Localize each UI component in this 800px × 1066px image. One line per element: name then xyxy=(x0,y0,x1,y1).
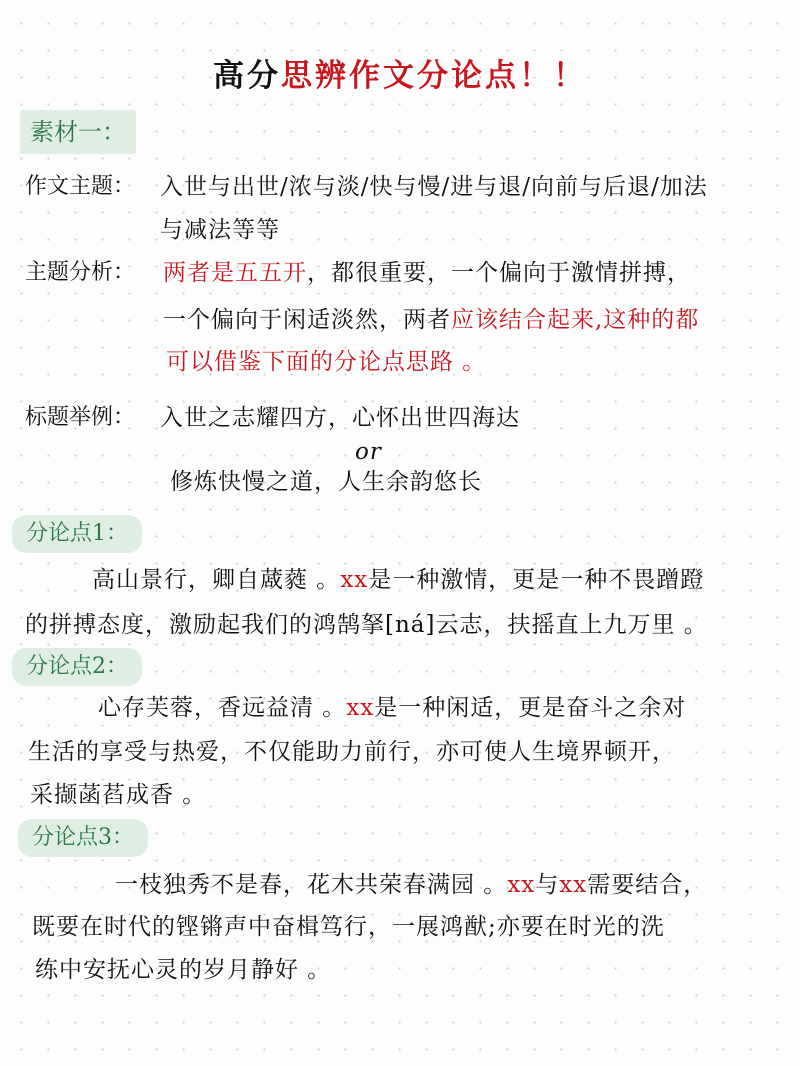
point-label: 分论点1： xyxy=(12,515,142,553)
text: 与 xyxy=(535,872,560,898)
example-title: 入世之志耀四方，心怀出世四海达 xyxy=(160,405,520,431)
point-line: 练中安抚心灵的岁月静好 。 xyxy=(35,957,332,983)
placeholder-xx: xx xyxy=(507,872,536,898)
point-line xyxy=(92,565,704,595)
text: 一个偏向于闲适淡然，两者 xyxy=(163,307,451,333)
text: 是一种闲适，更是奋斗之余对 xyxy=(374,695,687,721)
examples-label: 标题举例： xyxy=(25,405,136,430)
point-line: 生活的享受与热爱，不仅能助力前行，亦可使人生境界顿开， xyxy=(28,739,676,765)
point-line: 既要在时代的铿锵声中奋楫笃行，一展鸿猷;亦要在时光的洗 xyxy=(32,914,665,940)
point-line xyxy=(115,870,707,900)
point-line: 的拼搏态度，激励起我们的鸿鹄拏[ná]云志，扶摇直上九万里 。 xyxy=(25,612,708,638)
placeholder-xx: xx xyxy=(346,695,375,721)
highlight: 两者是五五开 xyxy=(163,260,307,286)
text: 需要结合， xyxy=(587,872,708,898)
text: 心存芙蓉，香远益清 。 xyxy=(98,695,347,721)
topic-label: 作文主题： xyxy=(25,174,136,199)
analysis-line: 可以借鉴下面的分论点思路 。 xyxy=(166,349,487,375)
page-title xyxy=(0,50,800,95)
point-line xyxy=(98,693,686,723)
title-black: 高分 xyxy=(213,58,281,94)
highlight: 应该结合起来,这种的都 xyxy=(451,307,700,333)
text: ，都很重要，一个偏向于激情拼搏， xyxy=(307,260,691,286)
point-label: 分论点3： xyxy=(18,819,148,857)
title-red: 思辨作文分论点！！ xyxy=(281,58,587,94)
topic-line: 与减法等等 xyxy=(160,217,280,243)
topic-line: 入世与出世/浓与淡/快与慢/进与退/向前与后退/加法 xyxy=(160,174,708,200)
or-text: or xyxy=(355,439,382,465)
analysis-line xyxy=(163,258,691,288)
text: 一枝独秀不是春，花木共荣春满园 。 xyxy=(115,872,508,898)
analysis-line xyxy=(163,305,699,335)
example-title: 修炼快慢之道，人生余韵悠长 xyxy=(170,469,482,495)
text: 高山景行，卿自蒧蕤 。 xyxy=(92,567,341,593)
analysis-label: 主题分析： xyxy=(25,260,136,285)
placeholder-xx: xx xyxy=(340,567,369,593)
point-line: 采撷菡萏成香 。 xyxy=(30,782,207,808)
point-label: 分论点2： xyxy=(12,648,142,686)
placeholder-xx: xx xyxy=(559,872,588,898)
text: 是一种激情，更是一种不畏蹭蹬 xyxy=(368,567,705,593)
material-label: 素材一： xyxy=(20,110,136,154)
